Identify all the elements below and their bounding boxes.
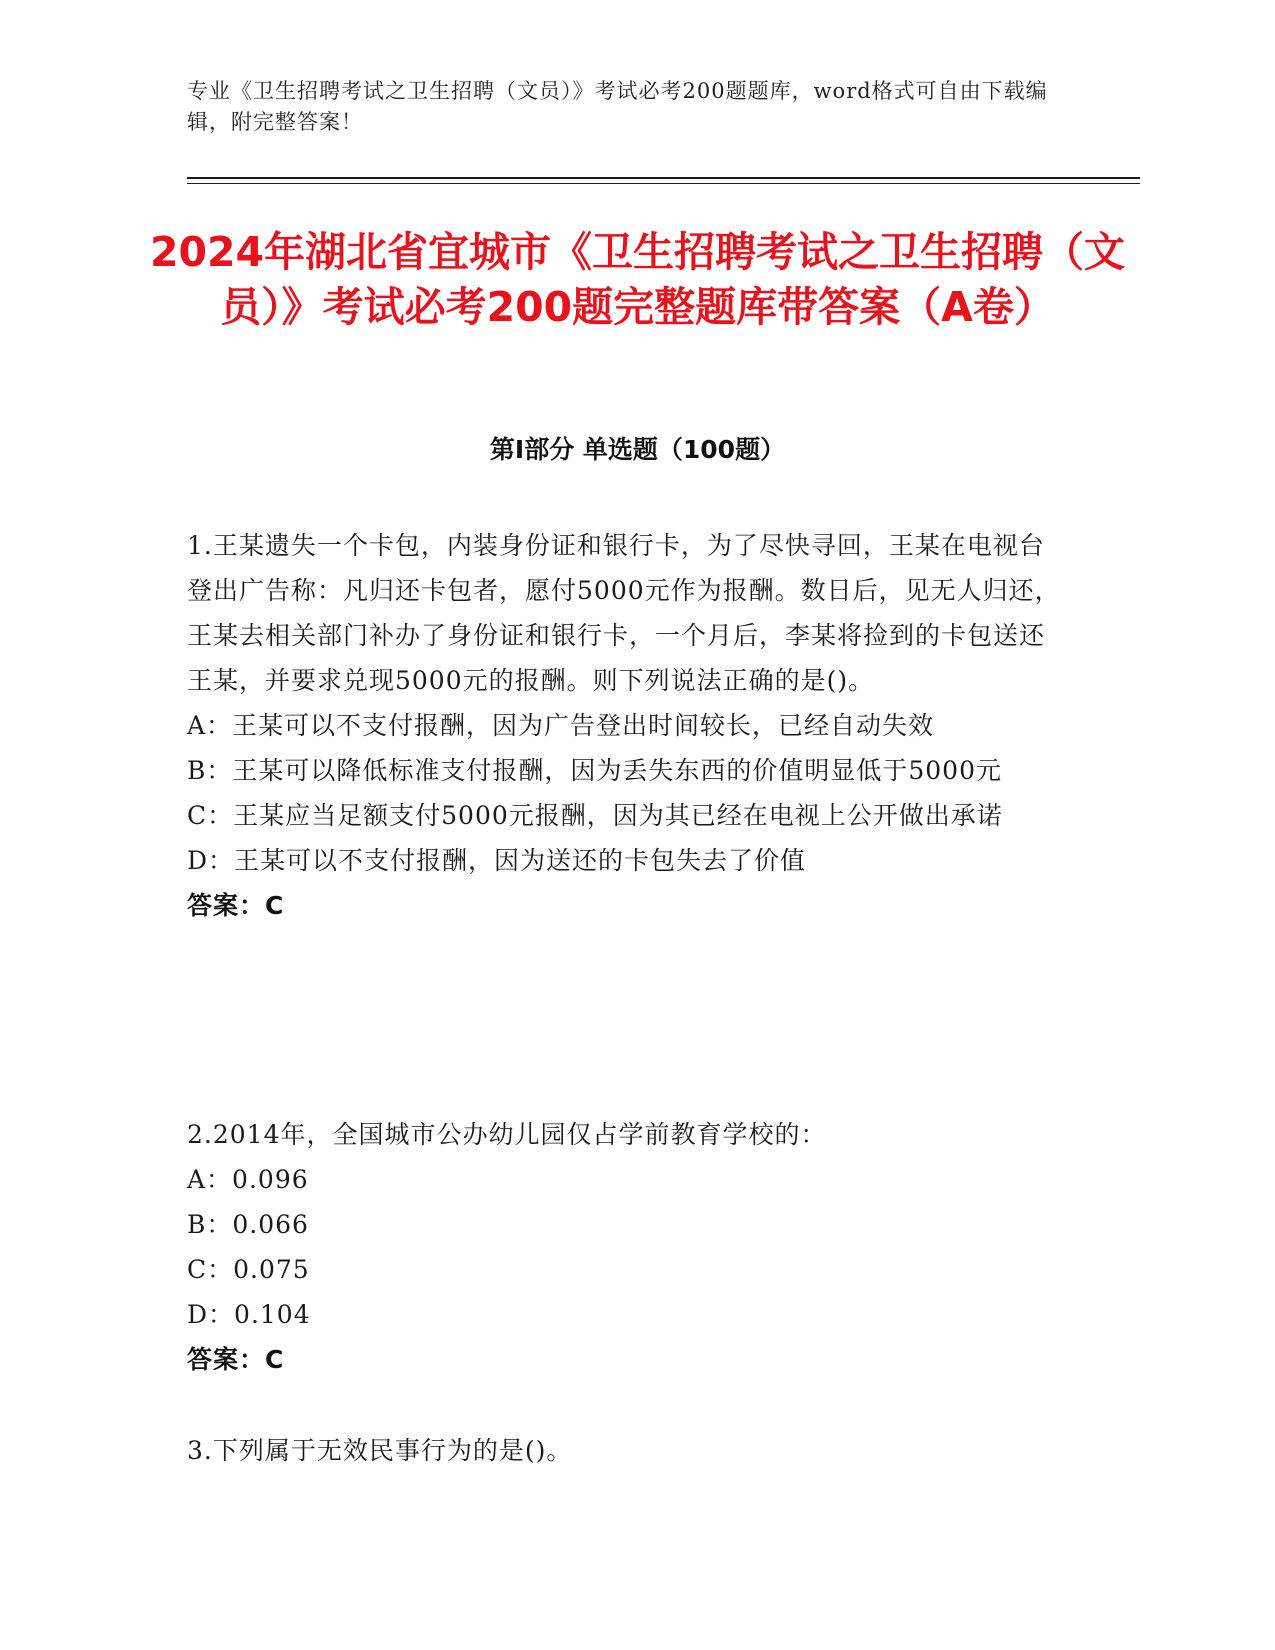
answer-line: 答案：C: [187, 1345, 285, 1374]
header-divider-thick: [187, 177, 1140, 179]
option-a: A：王某可以不支付报酬，因为广告登出时间较长，已经自动失效: [187, 711, 935, 740]
option-a: A：0.096: [187, 1165, 309, 1194]
question-stem: 1.王某遗失一个卡包，内装身份证和银行卡，为了尽快寻回，王某在电视台登出广告称：凡归还卡包者，愿付5000元作为报酬。数日后，见无人归还，王某去相关部门补办了身份证和银行卡，一个月后，李某将捡到的卡包送还王某，并要求兑现5000元的报酬。则下列说法正确的是()。: [187, 531, 1061, 695]
option-c: C：0.075: [187, 1255, 310, 1284]
question-stem: 2.2014年，全国城市公办幼儿园仅占学前教育学校的：: [187, 1120, 827, 1149]
question-1: [187, 523, 1067, 928]
option-d: D：0.104: [187, 1300, 311, 1329]
header-divider-thin: [187, 183, 1140, 184]
option-b: B：王某可以降低标准支付报酬，因为丢失东西的价值明显低于5000元: [187, 756, 1002, 785]
question-stem: 3.下列属于无效民事行为的是()。: [187, 1436, 573, 1465]
question-3: [187, 1428, 1067, 1473]
answer-line: 答案：C: [187, 891, 285, 920]
question-2: [187, 1112, 1067, 1382]
option-b: B：0.066: [187, 1210, 309, 1239]
section-heading: 第Ⅰ部分 单选题（100题）: [489, 435, 786, 464]
document-title: 2024年湖北省宜城市《卫生招聘考试之卫生招聘（文员）》考试必考200题完整题库带答案（A卷）: [149, 228, 1126, 331]
option-d: D：王某可以不支付报酬，因为送还的卡包失去了价值: [187, 846, 807, 875]
header-note: 专业《卫生招聘考试之卫生招聘（文员）》考试必考200题题库，word格式可自由下载编辑，附完整答案！: [187, 79, 1048, 134]
option-c: C：王某应当足额支付5000元报酬，因为其已经在电视上公开做出承诺: [187, 801, 1003, 830]
